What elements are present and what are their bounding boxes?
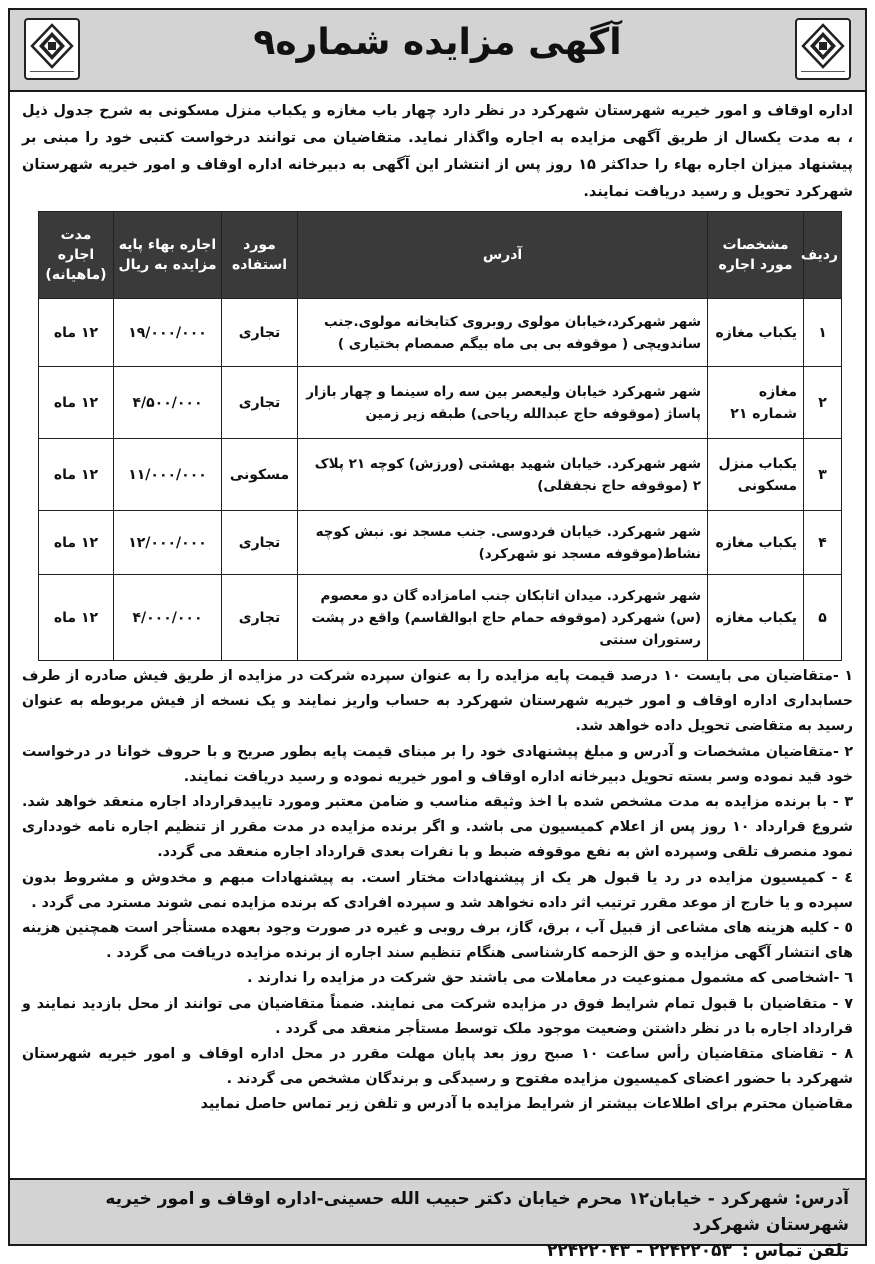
table-row	[39, 439, 842, 511]
condition-item: ۷ - متقاضیان با قبول تمام شرایط فوق در مزایده شرکت می نمایند. ضمناً متقاضیان می توانند از محل بازدید نمایند و قرارداد اجاره با در نظر داشتن وضعیت موجود ملک توسط مستأجر منعقد می گردد .	[22, 995, 853, 1037]
awqaf-logo-right	[795, 18, 851, 80]
cell-spec: یکباب مغازه	[708, 299, 804, 367]
table-header-row	[39, 212, 842, 299]
cell-use: تجاری	[222, 575, 298, 661]
cell-address: شهر شهرکرد. خیابان فردوسی. جنب مسجد نو. نبش کوچه نشاط(موقوفه مسجد نو شهرکرد)	[298, 511, 708, 575]
cell-spec: یکباب منزل مسکونی	[708, 439, 804, 511]
emblem-icon	[29, 23, 75, 69]
cell-duration: ۱۲ ماه	[39, 439, 114, 511]
cell-address: شهر شهرکرد. میدان اتابکان جنب امامزاده گان دو معصوم (س) شهرکرد (موقوفه حمام حاج ابوالقاسم) واقع در پشت رستوران سنتی	[298, 575, 708, 661]
condition-item: ٥ - کلیه هزینه های مشاعی از قبیل آب ، برق، گاز، برف روبی و غیره در صورت وجود بعهده مستأجر است همچنین هزینه های انتشار آگهی مزایده و حق الزحمه کارشناسی هنگام تنظیم سند اجاره از برنده مزایده دریافت می گردد .	[22, 920, 853, 962]
cell-price: ۴/۰۰۰/۰۰۰	[114, 575, 222, 661]
auction-notice	[8, 8, 867, 1261]
header-duration: مدت اجاره (ماهیانه)	[39, 212, 114, 299]
phone-label: تلفن تماس :	[741, 1241, 849, 1261]
table-row	[39, 575, 842, 661]
footer-address: آدرس: شهرکرد - خیابان۱۲ محرم خیابان دکتر حبیب الله حسینی-اداره اوقاف و امور خیریه شهرستان شهرکرد	[105, 1189, 849, 1235]
header-use: مورد استفاده	[222, 212, 298, 299]
phone-numbers: ۲۲۴۲۲۰۵۳ - ۲۲۴۲۲۰۴۳	[546, 1241, 732, 1261]
notice-title: آگهی مزایده شماره۹	[253, 22, 622, 63]
header-spec: مشخصات مورد اجاره	[708, 212, 804, 299]
cell-row-number: ۲	[804, 367, 842, 439]
cell-duration: ۱۲ ماه	[39, 511, 114, 575]
cell-row-number: ۳	[804, 439, 842, 511]
cell-row-number: ۵	[804, 575, 842, 661]
cell-price: ۱۱/۰۰۰/۰۰۰	[114, 439, 222, 511]
header-row-number: ردیف	[804, 212, 842, 299]
footer-band	[10, 1178, 865, 1261]
cell-row-number: ۴	[804, 511, 842, 575]
cell-spec: مغازه شماره ۲۱	[708, 367, 804, 439]
table-row	[39, 367, 842, 439]
cell-duration: ۱۲ ماه	[39, 299, 114, 367]
cell-address: شهر شهرکرد. خیابان شهید بهشتی (ورزش) کوچه ۲۱ پلاک ۲ (موقوفه حاج نجفقلی)	[298, 439, 708, 511]
header-address: آدرس	[298, 212, 708, 299]
cell-duration: ۱۲ ماه	[39, 367, 114, 439]
condition-item: ۲ -متقاضیان مشخصات و آدرس و مبلغ پیشنهادی خود را بر مبنای قیمت پایه بطور صریح و با حروف خوانا در درخواست خود قید نموده وسر بسته تحویل دبیرخانه اداره اوقاف و امور خیریه نموده و رسید دریافت نمایند.	[22, 743, 853, 785]
cell-row-number: ۱	[804, 299, 842, 367]
cell-duration: ۱۲ ماه	[39, 575, 114, 661]
intro-paragraph: اداره اوقاف و امور خیریه شهرستان شهرکرد در نظر دارد چهار باب مغازه و یکباب منزل مسکونی به شرح جدول ذیل ، به مدت یکسال از طریق آگهی مزایده به اجاره واگذار نماید. متقاضیان می توانند درخواست کتبی خود را مبنی بر پیشنهاد میزان اجاره بهاء را حداکثر ۱۵ روز پس از انتشار این آگهی به دبیرخانه اداره اوقاف و امور خیریه شهرستان شهرکرد تحویل و رسید دریافت نمایند.	[22, 103, 853, 200]
cell-use: مسکونی	[222, 439, 298, 511]
cell-spec: یکباب مغازه	[708, 575, 804, 661]
condition-item: ۳ - با برنده مزایده به مدت مشخص شده با اخذ وثیقه مناسب و ضامن معتبر ومورد تاییدقرارداد اجاره منعقد خواهد شد. شروع قرارداد ۱۰ روز پس از اعلام کمیسیون می باشد. و اگر برنده مزایده در مدت مقرر از تنظیم اجاره نامه خودداری نمود منصرف تلقی وسپرده اش به نفع موقوفه ضبط و با نفرات بعدی قرارداد اجاره منعقد می گردد.	[22, 794, 853, 861]
table-row	[39, 299, 842, 367]
cell-address: شهر شهرکرد،خیابان مولوی روبروی کتابخانه مولوی.جنب ساندویچی ( موقوفه بی بی ماه بیگم صمصام بختیاری )	[298, 299, 708, 367]
cell-price: ۴/۵۰۰/۰۰۰	[114, 367, 222, 439]
emblem-icon	[800, 23, 846, 69]
contact-note: مقاضیان محترم برای اطلاعات بیشتر از شرایط مزایده با آدرس و تلفن زیر تماس حاصل نمایید	[200, 1096, 853, 1113]
cell-use: تجاری	[222, 511, 298, 575]
header-band	[10, 10, 865, 92]
footer-phones	[26, 1238, 849, 1264]
cell-use: تجاری	[222, 367, 298, 439]
condition-item: ۸ - تقاضای متقاضیان رأس ساعت ۱۰ صبح روز بعد پایان مهلت مقرر در محل اداره اوقاف و امور خیریه شهرستان شهرکرد با حضور اعضای کمیسیون مزایده مفتوح و رسیدگی و برندگان مشخص می گردند .	[22, 1046, 853, 1088]
conditions-list	[22, 664, 853, 1118]
cell-spec: یکباب مغازه	[708, 511, 804, 575]
auction-table	[38, 211, 842, 661]
cell-price: ۱۹/۰۰۰/۰۰۰	[114, 299, 222, 367]
header-price: اجاره بهاء پایه مزایده به ریال	[114, 212, 222, 299]
condition-item: ۱ -متقاضیان می بایست ۱۰ درصد قیمت پایه مزایده را به عنوان سپرده شرکت در مزایده از طریق فیش صادره از طرف حسابداری اداره اوقاف و امور خیریه شهرستان شهرکرد به حساب واریز نمایند و یک نسخه از فیش مربوطه به عنوان رسید به متقاضی تحویل داده خواهد شد.	[22, 668, 853, 735]
cell-price: ۱۲/۰۰۰/۰۰۰	[114, 511, 222, 575]
awqaf-logo-left	[24, 18, 80, 80]
cell-use: تجاری	[222, 299, 298, 367]
table-row	[39, 511, 842, 575]
condition-item: ٦ -اشخاصی که مشمول ممنوعیت در معاملات می باشند حق شرکت در مزایده را ندارند .	[247, 970, 853, 987]
condition-item: ٤ - کمیسیون مزایده در رد یا قبول هر یک از پیشنهادات مختار است. به پیشنهادات مبهم و مخدوش و مشروط بدون سپرده و یا خارج از موعد مقرر ترتیب اثر داده نخواهد شد و سپرده افرادی که برنده مزایده نمی شوند مسترد می گردد .	[22, 869, 853, 911]
cell-address: شهر شهرکرد خیابان ولیعصر بین سه راه سینما و چهار بازار پاساژ (موقوفه حاج عبدالله ریاحی) طبقه زیر زمین	[298, 367, 708, 439]
